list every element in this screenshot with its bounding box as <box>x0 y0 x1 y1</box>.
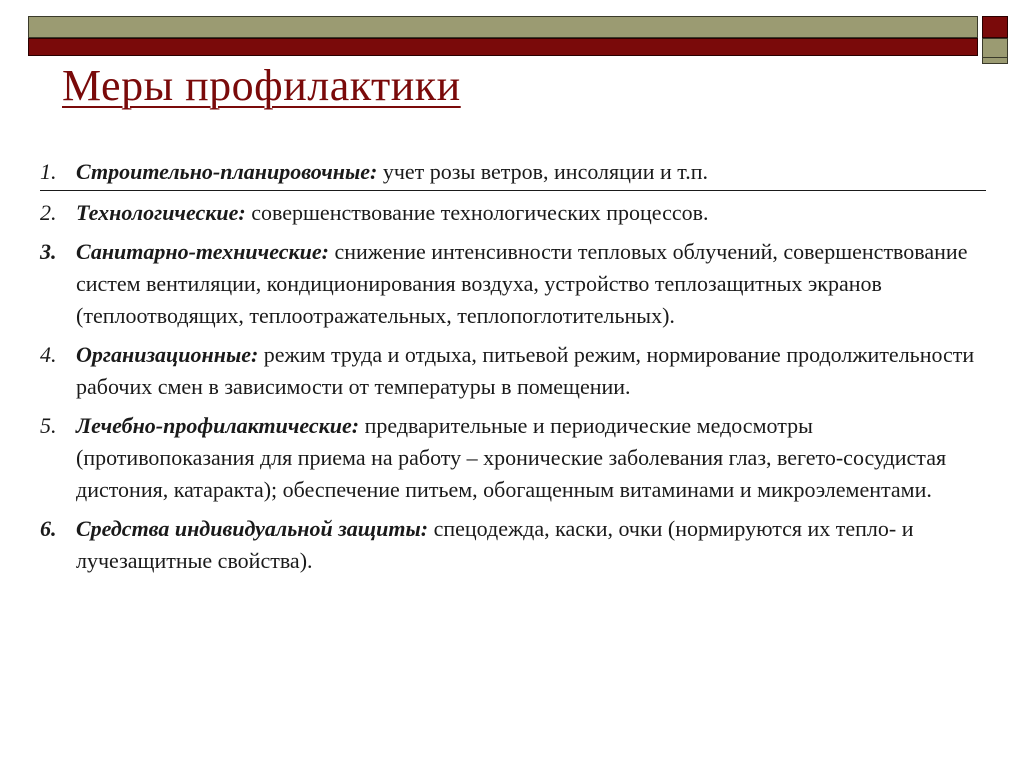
header-band-maroon <box>28 38 978 56</box>
item-heading: Средства индивидуальной защиты: <box>76 516 429 541</box>
item-number: 1. <box>40 159 57 184</box>
item-number: 3. <box>40 239 57 264</box>
header-band-olive <box>28 16 978 38</box>
item-text: режим труда и отдыха, питьевой режим, нормирование продолжительности рабочих смен в зависимости от температуры в помещении. <box>76 342 975 399</box>
list-item <box>40 339 990 403</box>
corner-square-maroon <box>982 16 1008 38</box>
list-item <box>40 410 990 506</box>
item-text: учет розы ветров, инсоляции и т.п. <box>382 159 708 184</box>
item-heading: Лечебно-профилактические: <box>76 413 360 438</box>
decorative-corner-squares <box>982 16 1008 64</box>
list-item <box>40 236 990 332</box>
item-text: снижение интенсивности тепловых облучений, совершенствование систем вентиляции, кондиционирования воздуха, устройство теплозащитных экранов (теплоотводящих, теплоотражательных, теплопоглотительных). <box>76 239 968 328</box>
item-heading: Строительно-планировочные: <box>76 159 378 184</box>
item-number: 4. <box>40 342 57 367</box>
list-item <box>40 513 990 577</box>
item-number: 6. <box>40 516 57 541</box>
item-text: предварительные и периодические медосмотры (противопоказания для приема на работу – хронические заболевания глаз, вегето-сосудистая дистония, катаракта); обеспечение питьем, обогащенным витаминами и микроэлементами. <box>76 413 947 502</box>
item-text: совершенствование технологических процессов. <box>251 200 709 225</box>
slide-title: Меры профилактики <box>62 61 461 110</box>
item-number: 2. <box>40 200 57 225</box>
item-text: спецодежда, каски, очки (нормируются их тепло- и лучезащитные свойства). <box>76 516 914 573</box>
corner-square-olive <box>982 38 1008 64</box>
list-item <box>40 197 990 229</box>
corner-square-divider <box>982 57 1008 58</box>
item-heading: Санитарно-технические: <box>76 239 329 264</box>
item-number: 5. <box>40 413 57 438</box>
prevention-measures-list <box>40 156 990 584</box>
list-item <box>40 156 986 191</box>
item-heading: Технологические: <box>76 200 246 225</box>
item-heading: Организационные: <box>76 342 259 367</box>
decorative-header-bar <box>28 16 978 56</box>
